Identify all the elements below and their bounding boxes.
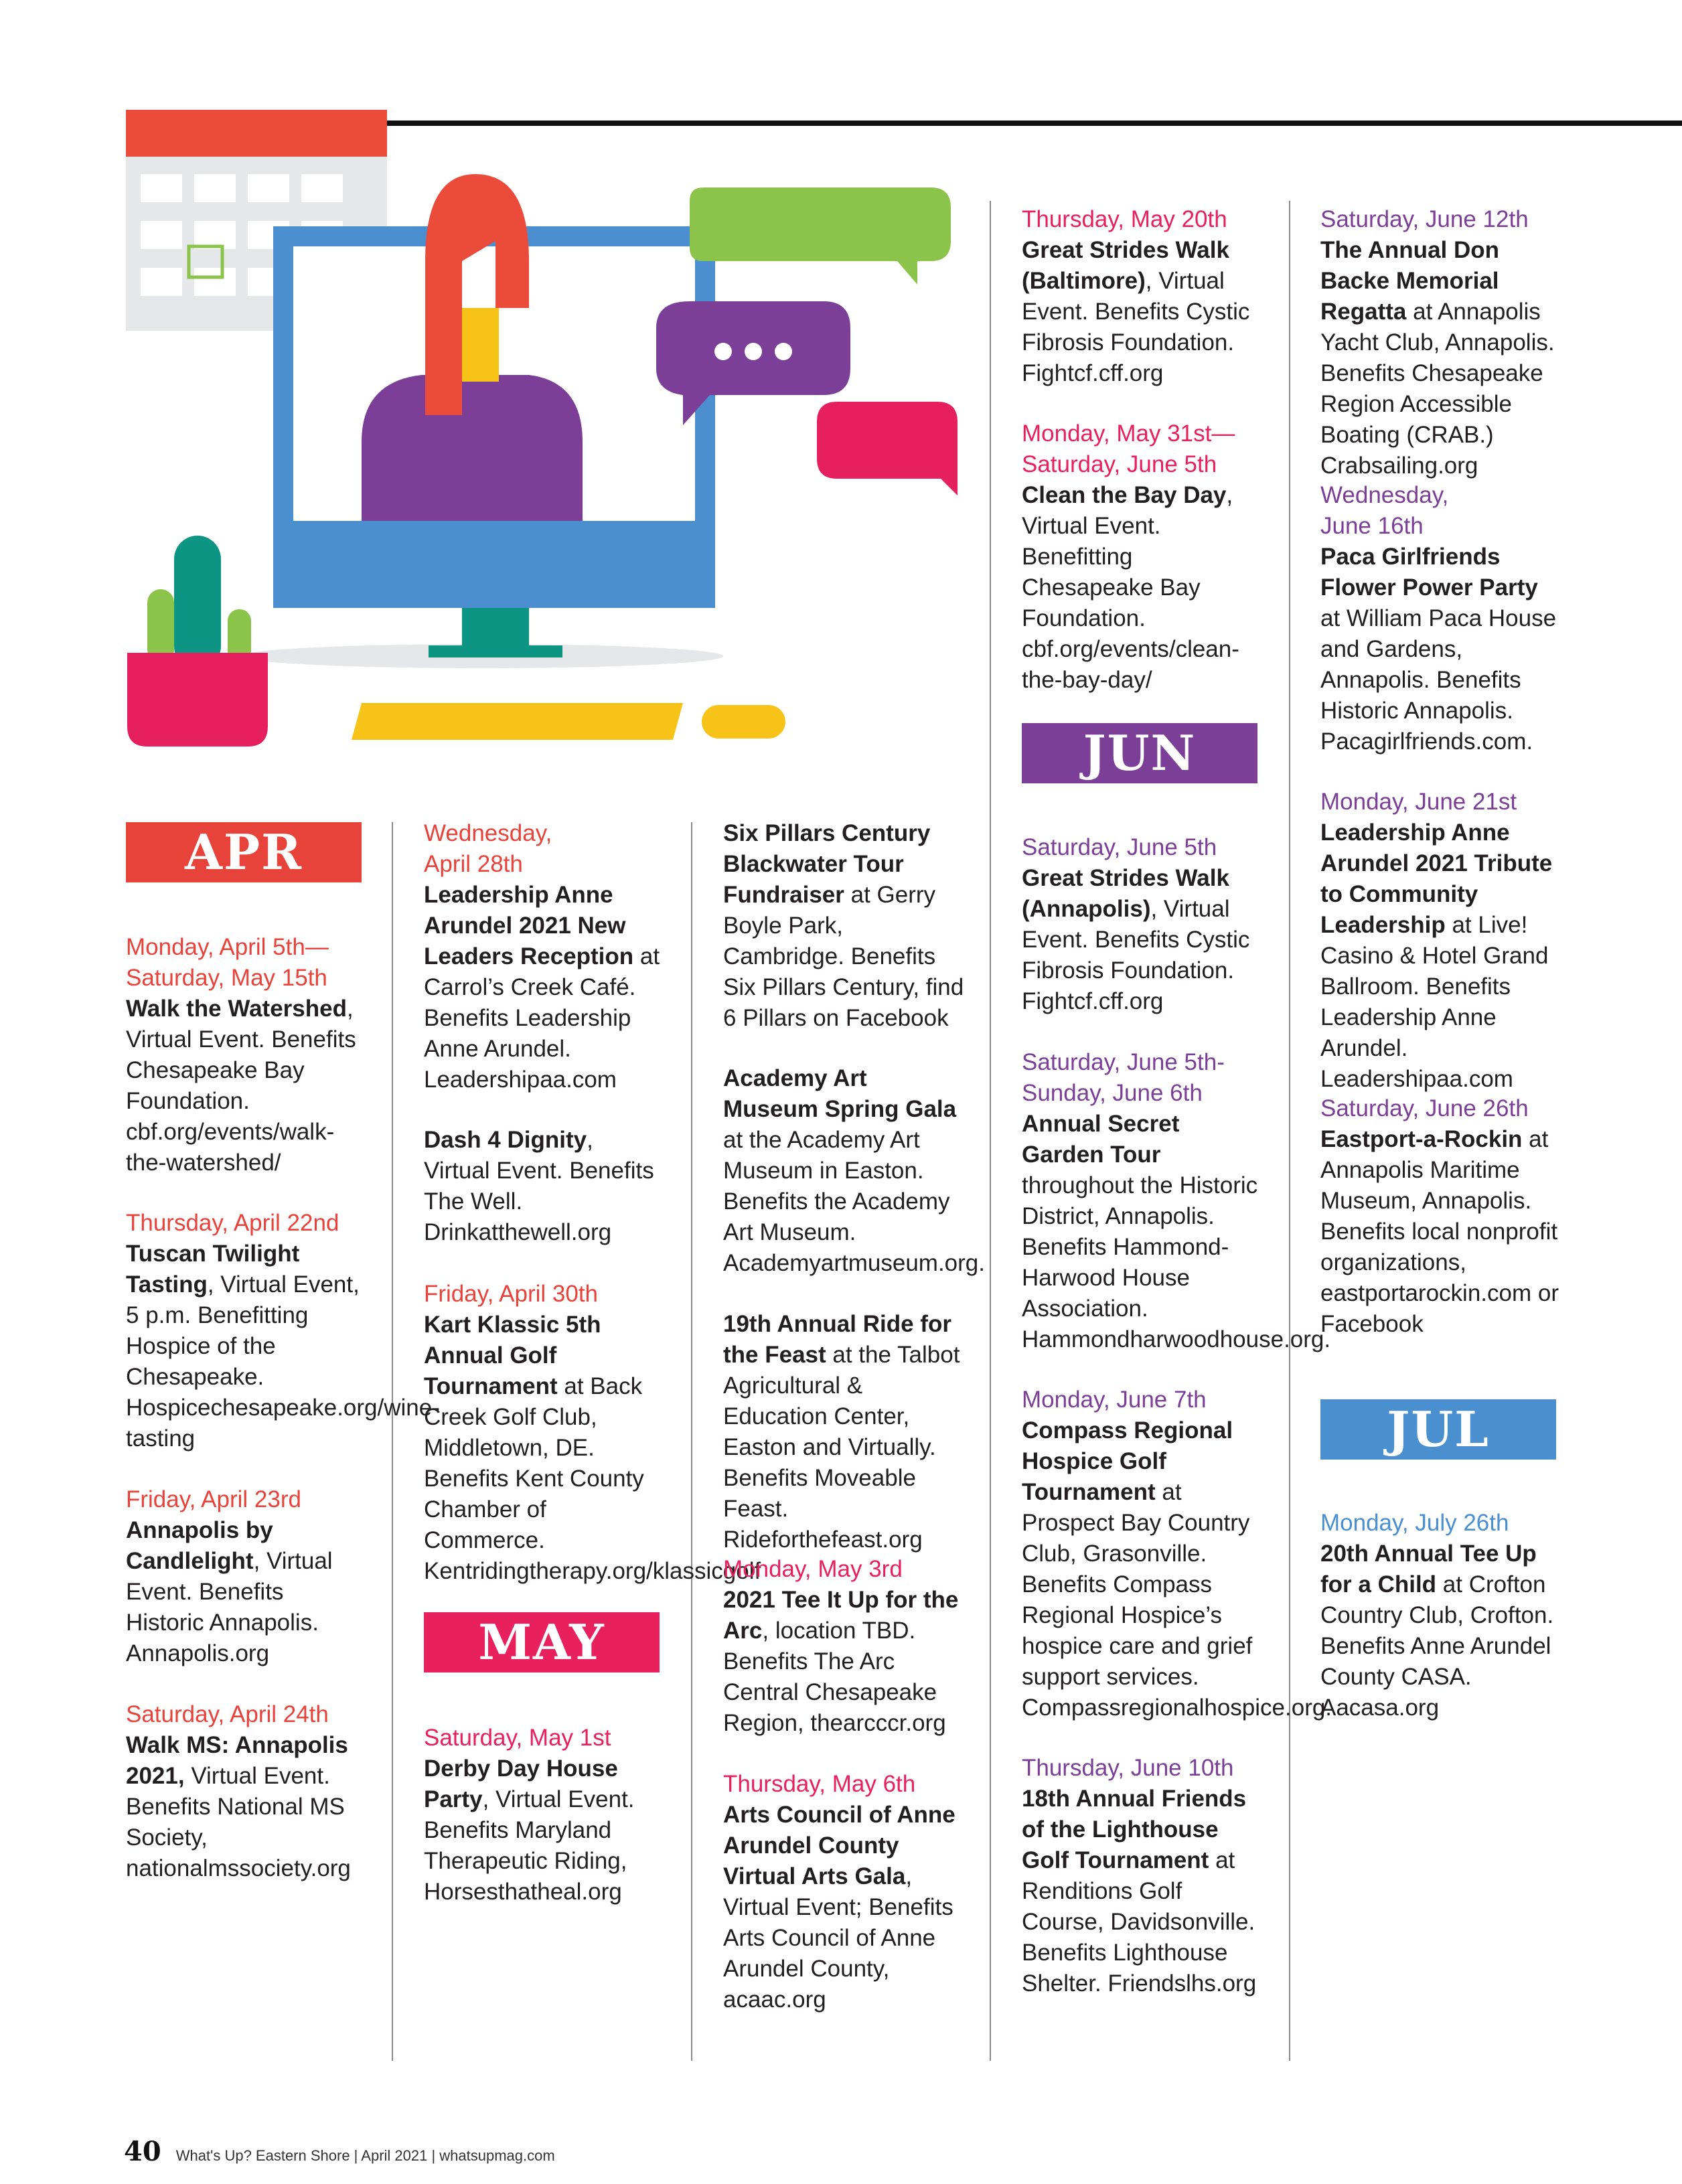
event-description: throughout the Historic District, Annapolis. Benefits Hammond-Harwood House Association. Hammondharwoodhouse.org. bbox=[1022, 1172, 1331, 1352]
event-entry bbox=[723, 1769, 964, 2015]
event-entry bbox=[424, 1279, 761, 1587]
event-entry bbox=[723, 1554, 964, 1739]
event-date: Thursday, June 10th bbox=[1022, 1755, 1234, 1781]
event-date: Monday, June 7th bbox=[1022, 1387, 1207, 1413]
event-title: Arts Council of Anne Arundel County Virtual Arts Gala bbox=[723, 1802, 955, 1889]
event-entry bbox=[723, 1309, 964, 1555]
event-title: Annual Secret Garden Tour bbox=[1022, 1111, 1180, 1168]
event-description: , Virtual Event. Benefits Cystic Fibrosis Foundation. Fightcf.cff.org bbox=[1022, 896, 1250, 1014]
event-date: Wednesday, April 28th bbox=[424, 820, 552, 877]
event-entry bbox=[424, 1125, 665, 1248]
month-banner-may: MAY bbox=[424, 1612, 660, 1672]
page-footer bbox=[124, 2136, 555, 2167]
event-title: 18th Annual Friends of the Lighthouse Golf Tournament bbox=[1022, 1786, 1247, 1873]
event-title: 19th Annual Ride for the Feast bbox=[723, 1311, 951, 1368]
event-date: Saturday, May 1st bbox=[424, 1725, 611, 1751]
event-entry bbox=[1320, 204, 1561, 481]
event-description: Virtual Event. Benefits National MS Society, nationalmssociety.org bbox=[126, 1763, 351, 1881]
event-description: at Annapolis Maritime Museum, Annapolis. Benefits local nonprofit organizations, eastportarockin.com or Facebook bbox=[1320, 1126, 1559, 1337]
event-description: , Virtual Event. Benefits Chesapeake Bay Foundation. cbf.org/events/walk-the-watershed/ bbox=[126, 996, 356, 1176]
event-description: at Gerry Boyle Park, Cambridge. Benefits Six Pillars Century, find 6 Pillars on Facebook bbox=[723, 882, 964, 1031]
event-description: at the Talbot Agricultural & Education Center, Easton and Virtually. Benefits Moveable Feast. Rideforthefeast.org bbox=[723, 1342, 960, 1553]
month-banner-jul: JUL bbox=[1320, 1399, 1556, 1460]
event-entry bbox=[723, 818, 964, 1034]
event-title: Great Strides Walk (Baltimore) bbox=[1022, 237, 1229, 294]
event-title: The Annual Don Backe Memorial Regatta bbox=[1320, 237, 1500, 325]
event-entry bbox=[424, 818, 665, 1095]
event-entry bbox=[1022, 832, 1263, 1017]
event-description: , Virtual Event. Benefits The Well. Drinkatthewell.org bbox=[424, 1127, 654, 1245]
event-title: Tuscan Twilight Tasting bbox=[126, 1241, 300, 1298]
event-title: Dash 4 Dignity bbox=[424, 1127, 587, 1153]
video-call-illustration bbox=[121, 107, 991, 750]
column-divider bbox=[691, 822, 692, 2061]
event-entry bbox=[126, 1699, 367, 1884]
event-entry bbox=[1320, 480, 1561, 757]
event-entry bbox=[126, 932, 367, 1178]
column-divider bbox=[990, 201, 991, 2061]
event-entry bbox=[1022, 1385, 1332, 1723]
event-title: 2021 Tee It Up for the Arc bbox=[723, 1587, 959, 1644]
keyboard-icon bbox=[352, 703, 785, 740]
event-description: at Renditions Golf Course, Davidsonville. Benefits Lighthouse Shelter. Friendslhs.org bbox=[1022, 1847, 1257, 1997]
event-entry bbox=[1022, 1753, 1263, 1999]
event-title: Compass Regional Hospice Golf Tournament bbox=[1022, 1417, 1233, 1505]
event-date: Saturday, June 5th- Sunday, June 6th bbox=[1022, 1049, 1225, 1106]
page-number: 40 bbox=[124, 2136, 161, 2167]
event-entry bbox=[126, 1484, 367, 1669]
event-title: Walk MS: Annapolis 2021, bbox=[126, 1732, 348, 1789]
event-date: Friday, April 30th bbox=[424, 1281, 599, 1307]
month-banner-jun: JUN bbox=[1022, 723, 1257, 783]
column-divider bbox=[1289, 201, 1290, 2061]
event-title: 20th Annual Tee Up for a Child bbox=[1320, 1541, 1537, 1597]
event-entry bbox=[1022, 204, 1263, 389]
event-date: Monday, July 26th bbox=[1320, 1510, 1509, 1536]
event-date: Saturday, April 24th bbox=[126, 1701, 329, 1727]
event-description: at Crofton Country Club, Crofton. Benefits Anne Arundel County CASA. Aacasa.org bbox=[1320, 1571, 1554, 1721]
event-description: , Virtual Event; Benefits Arts Council of Anne Arundel County, acaac.org bbox=[723, 1863, 953, 2013]
event-date: Friday, April 23rd bbox=[126, 1486, 301, 1512]
event-entry bbox=[1320, 1508, 1561, 1723]
event-date: Saturday, June 5th bbox=[1022, 834, 1217, 860]
event-entry bbox=[723, 1063, 985, 1279]
event-description: at Annapolis Yacht Club, Annapolis. Benefits Chesapeake Region Accessible Boating (CRAB.) Crabsailing.org bbox=[1320, 299, 1555, 479]
month-banner-apr: APR bbox=[126, 822, 362, 882]
event-title: Walk the Watershed bbox=[126, 996, 347, 1022]
event-description: at Prospect Bay Country Club, Grasonville. Benefits Compass Regional Hospice’s hospice care and grief support services. Compassregionalhospice.org. bbox=[1022, 1479, 1332, 1721]
event-title: Academy Art Museum Spring Gala bbox=[723, 1065, 957, 1122]
event-description: at the Academy Art Museum in Easton. Benefits the Academy Art Museum. Academyartmuseum.org. bbox=[723, 1127, 985, 1276]
event-title: Paca Girlfriends Flower Power Party bbox=[1320, 544, 1538, 601]
event-date: Thursday, May 20th bbox=[1022, 206, 1227, 232]
event-title: Annapolis by Candlelight bbox=[126, 1517, 273, 1574]
event-description: , Virtual Event. Benefits Maryland Therapeutic Riding, Horsesthatheal.org bbox=[424, 1786, 635, 1905]
event-description: at William Paca House and Gardens, Annapolis. Benefits Historic Annapolis. Pacagirlfriends.com. bbox=[1320, 605, 1557, 755]
event-description: , Virtual Event. Benefits Historic Annapolis. Annapolis.org bbox=[126, 1548, 333, 1666]
column-divider bbox=[392, 822, 393, 2061]
event-entry bbox=[126, 1208, 440, 1454]
event-description: at Back Creek Golf Club, Middletown, DE. Benefits Kent County Chamber of Commerce. Kentridingtherapy.org/klassicgolf bbox=[424, 1373, 761, 1584]
publication-info: What's Up? Eastern Shore | April 2021 | whatsupmag.com bbox=[175, 2147, 555, 2164]
event-entry bbox=[1320, 787, 1561, 1095]
event-entry bbox=[424, 1723, 665, 1907]
event-title: Derby Day House Party bbox=[424, 1756, 618, 1812]
event-title: Clean the Bay Day bbox=[1022, 482, 1227, 508]
event-description: at Carrol’s Creek Café. Benefits Leadership Anne Arundel. Leadershipaa.com bbox=[424, 943, 660, 1093]
event-date: Saturday, June 26th bbox=[1320, 1095, 1529, 1121]
event-date: Thursday, April 22nd bbox=[126, 1210, 339, 1236]
event-date: Saturday, June 12th bbox=[1320, 206, 1529, 232]
event-description: , Virtual Event. Benefitting Chesapeake Bay Foundation. cbf.org/events/clean-the-bay-day/ bbox=[1022, 482, 1239, 693]
event-date: Monday, April 5th— Saturday, May 15th bbox=[126, 934, 329, 991]
event-entry bbox=[1320, 1093, 1561, 1340]
event-title: Leadership Anne Arundel 2021 New Leaders Reception bbox=[424, 882, 634, 969]
event-entry bbox=[1022, 1047, 1331, 1355]
event-description: , location TBD. Benefits The Arc Central Chesapeake Region, thearcccr.org bbox=[723, 1618, 946, 1736]
event-date: Monday, June 21st bbox=[1320, 789, 1517, 815]
event-title: Leadership Anne Arundel 2021 Tribute to Community Leadership bbox=[1320, 820, 1553, 938]
event-entry bbox=[1022, 418, 1263, 696]
event-description: , Virtual Event, 5 p.m. Benefitting Hospice of the Chesapeake. Hospicechesapeake.org/wine-tasting bbox=[126, 1271, 440, 1452]
event-date: Monday, May 3rd bbox=[723, 1556, 903, 1582]
event-date: Monday, May 31st— Saturday, June 5th bbox=[1022, 420, 1235, 477]
event-title: Six Pillars Century Blackwater Tour Fundraiser bbox=[723, 820, 931, 908]
event-title: Eastport-a-Rockin bbox=[1320, 1126, 1523, 1152]
event-title: Great Strides Walk (Annapolis) bbox=[1022, 865, 1229, 922]
event-description: at Live! Casino & Hotel Grand Ballroom. Benefits Leadership Anne Arundel. Leadershipaa.com bbox=[1320, 912, 1549, 1092]
cactus-plant-icon bbox=[127, 536, 268, 747]
event-date: Thursday, May 6th bbox=[723, 1771, 916, 1797]
event-description: , Virtual Event. Benefits Cystic Fibrosis Foundation. Fightcf.cff.org bbox=[1022, 268, 1250, 386]
event-date: Wednesday, June 16th bbox=[1320, 482, 1449, 539]
event-title: Kart Klassic 5th Annual Golf Tournament bbox=[424, 1312, 601, 1399]
